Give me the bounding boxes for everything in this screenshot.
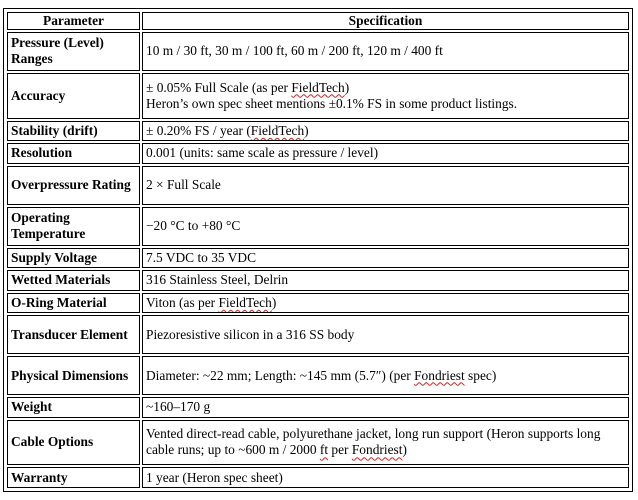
specification-cell	[142, 73, 629, 119]
spellcheck-word: ft	[319, 442, 329, 458]
parameter-cell: Pressure (Level) Ranges	[7, 32, 140, 71]
spec-text: 1 year (Heron spec sheet)	[146, 469, 283, 485]
spec-text: Piezoresistive silicon in a 316 SS body	[146, 326, 355, 342]
table-row	[7, 356, 629, 395]
spec-table-frame	[3, 8, 633, 492]
spec-text: −20 °C to +80 °C	[146, 218, 241, 234]
spellcheck-word: FieldTech	[250, 122, 305, 138]
spec-text: Vented direct-read cable, polyurethane jacket, long run support (Heron supports long cable runs; up to ~600 m / 2000	[146, 426, 601, 458]
spec-text: Viton (as per	[146, 294, 219, 310]
spec-text: )	[344, 79, 350, 95]
parameter-cell: Physical Dimensions	[7, 356, 140, 395]
specification-cell	[142, 315, 629, 354]
spec-text: per	[328, 442, 352, 458]
table-row	[7, 397, 629, 418]
spec-text: )	[271, 294, 277, 310]
spec-text: 0.001 (units: same scale as pressure / level)	[146, 145, 379, 161]
spec-text: 2 × Full Scale	[146, 177, 221, 193]
specification-cell	[142, 397, 629, 418]
table-row	[7, 73, 629, 119]
table-row	[7, 315, 629, 354]
parameter-cell: Operating Temperature	[7, 207, 140, 246]
specification-cell	[142, 166, 629, 205]
table-row	[7, 32, 629, 71]
spellcheck-word: FieldTech	[218, 294, 272, 310]
table-row	[7, 293, 629, 314]
specification-cell	[142, 356, 629, 395]
spec-text: Heron’s own spec sheet mentions ±0.1% FS in some product listings.	[146, 95, 518, 111]
specification-cell	[142, 270, 629, 291]
specification-cell	[142, 293, 629, 314]
parameter-cell: Weight	[7, 397, 140, 418]
spec-text: 7.5 VDC to 35 VDC	[146, 249, 256, 265]
spellcheck-word: Fondriest	[414, 367, 465, 383]
spec-text: ± 0.05% Full Scale (as per	[146, 79, 292, 95]
table-row	[7, 166, 629, 205]
spec-text: ± 0.20% FS / year (	[146, 122, 251, 138]
specification-cell	[142, 121, 629, 142]
spec-text: spec)	[464, 367, 497, 383]
spellcheck-word: FieldTech	[291, 79, 345, 95]
parameter-cell: Transducer Element	[7, 315, 140, 354]
spec-table	[5, 10, 631, 490]
spec-text: ~160–170 g	[146, 399, 211, 415]
specification-cell	[142, 143, 629, 164]
spec-text: 316 Stainless Steel, Delrin	[146, 272, 289, 288]
parameter-cell: Warranty	[7, 467, 140, 488]
parameter-cell: Supply Voltage	[7, 248, 140, 269]
parameter-cell: Stability (drift)	[7, 121, 140, 142]
spec-text: )	[304, 122, 309, 138]
table-row	[7, 467, 629, 488]
table-row	[7, 270, 629, 291]
parameter-cell: O-Ring Material	[7, 293, 140, 314]
table-row	[7, 248, 629, 269]
parameter-cell: Cable Options	[7, 420, 140, 466]
specification-cell	[142, 420, 629, 466]
specification-cell	[142, 467, 629, 488]
parameter-cell: Resolution	[7, 143, 140, 164]
parameter-cell: Overpressure Rating	[7, 166, 140, 205]
table-row	[7, 121, 629, 142]
table-body	[7, 32, 629, 488]
header-parameter: Parameter	[7, 12, 140, 30]
table-row	[7, 420, 629, 466]
specification-cell	[142, 32, 629, 71]
specification-cell	[142, 248, 629, 269]
spec-text: 10 m / 30 ft, 30 m / 100 ft, 60 m / 200 ft, 120 m / 400 ft	[146, 43, 443, 59]
table-row	[7, 143, 629, 164]
specification-cell	[142, 207, 629, 246]
spellcheck-word: Fondriest	[351, 442, 403, 458]
parameter-cell: Accuracy	[7, 73, 140, 119]
spec-text: Diameter: ~22 mm; Length: ~145 mm (5.7″) (per	[146, 367, 415, 383]
header-specification: Specification	[142, 12, 629, 30]
table-row	[7, 207, 629, 246]
spec-text: )	[402, 442, 407, 458]
parameter-cell: Wetted Materials	[7, 270, 140, 291]
table-header-row	[7, 12, 629, 30]
